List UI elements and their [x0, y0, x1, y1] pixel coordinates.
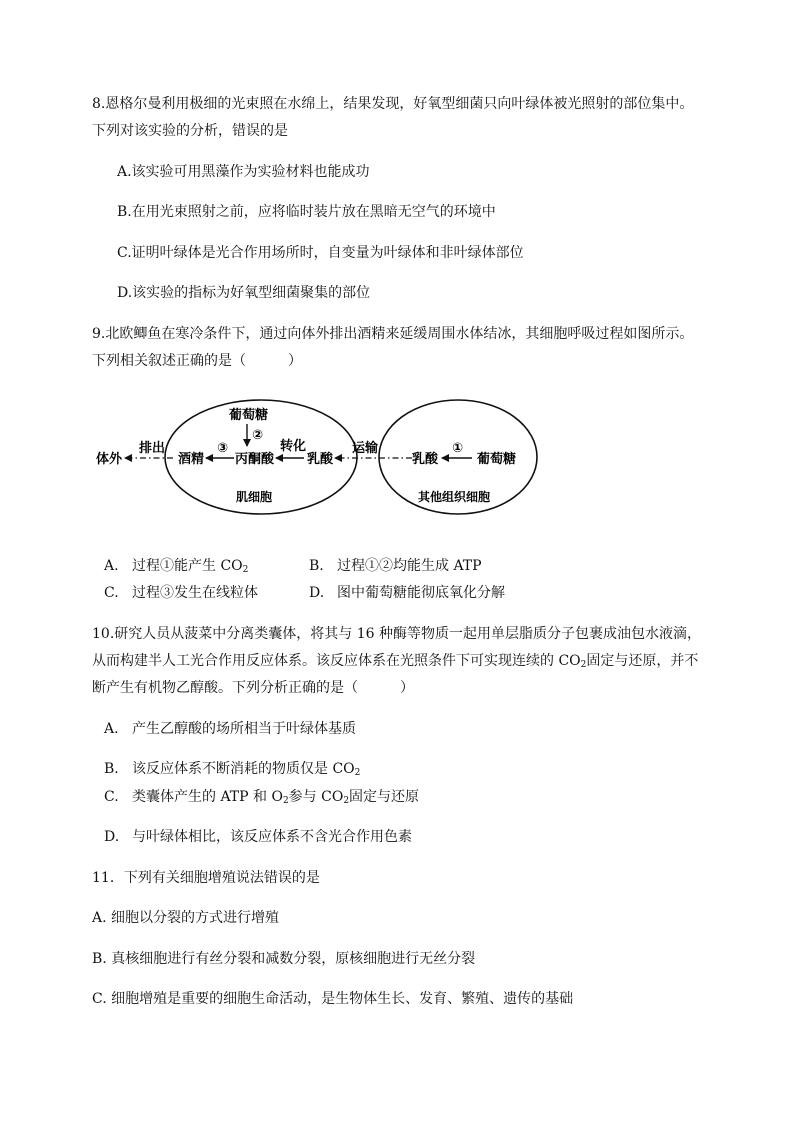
- q10-option-c-text-pre: 类囊体产生的 ATP 和 O: [132, 789, 283, 805]
- q9-option-d-text: 图中葡萄糖能彻底氧化分解: [337, 585, 505, 601]
- lactate-label: 乳酸: [307, 452, 334, 467]
- q10-stem-line1: 10.研究人员从菠菜中分离类囊体，将其与 16 种酶等物质一起用单层脂质分子包裹成油包水液滴，: [92, 626, 701, 642]
- q10-option-d-label: D.: [104, 829, 120, 845]
- other-cell-label: 其他组织细胞: [418, 490, 491, 504]
- q8-option-d: D.该实验的指标为好氧型细菌聚集的部位: [117, 285, 371, 301]
- q9-option-b: [309, 557, 482, 575]
- glucose2-label: 葡萄糖: [477, 452, 517, 467]
- q9-option-d-label: D.: [309, 585, 325, 601]
- q8-option-b: B.在用光束照射之前，应将临时装片放在黑暗无空气的环境中: [117, 204, 496, 220]
- q10-stem-line3: 断产生有机物乙醇酸。下列分析正确的是（ ）: [92, 680, 414, 696]
- q10-option-d: [104, 828, 412, 846]
- q8-stem-line1: 8.恩格尔曼利用极细的光束照在水绵上，结果发现，好氧型细菌只向叶绿体被光照射的部位集中。: [92, 96, 694, 112]
- q10-option-b: [104, 760, 360, 782]
- excrete-label: 排出: [139, 441, 166, 456]
- q10-option-b-label: B.: [104, 761, 119, 777]
- q9-option-a: [104, 557, 248, 579]
- q10-option-b-sub: 2: [354, 768, 361, 778]
- q10-option-c-text-post: 固定与还原: [349, 789, 420, 805]
- q10-option-c-sub2: 2: [343, 796, 350, 806]
- q8-stem-line2: 下列对该实验的分析，错误的是: [92, 123, 288, 139]
- q9-option-a-text: 过程①能产生 CO: [132, 558, 243, 574]
- q10-option-c-label: C.: [104, 789, 119, 805]
- cell-respiration-diagram: [0, 390, 794, 530]
- convert-label: 转化: [280, 439, 307, 454]
- q9-option-d: [309, 584, 505, 602]
- q10-stem-line2: [92, 652, 698, 674]
- q9-option-b-text: 过程①②均能生成 ATP: [337, 558, 482, 574]
- q9-option-a-sub: 2: [242, 565, 249, 575]
- glucose-label: 葡萄糖: [229, 408, 269, 423]
- q9-option-c-label: C.: [104, 585, 119, 601]
- step3-label: ③: [217, 441, 229, 456]
- q10-option-c-text-mid: 参与 CO: [288, 789, 344, 805]
- step2-label: ②: [252, 428, 264, 443]
- muscle-cell-label: 肌细胞: [236, 490, 273, 504]
- q9-option-c: [104, 584, 258, 602]
- q11-option-c: C. 细胞增殖是重要的细胞生命活动，是生物体生长、发育、繁殖、遗传的基础: [92, 991, 574, 1007]
- q10-option-c-sub1: 2: [282, 796, 289, 806]
- q10-stem-line2-pre: 从而构建半人工光合作用反应体系。该反应体系在光照条件下可实现连续的 CO: [92, 653, 581, 669]
- q9-option-b-label: B.: [309, 558, 324, 574]
- q8-option-a: A.该实验可用黑藻作为实验材料也能成功: [117, 164, 370, 180]
- q8-option-c: C.证明叶绿体是光合作用场所时，自变量为叶绿体和非叶绿体部位: [117, 245, 524, 261]
- q11-option-a: A. 细胞以分裂的方式进行增殖: [92, 910, 280, 926]
- q10-stem-line2-sub: 2: [580, 660, 587, 670]
- q10-option-a: [104, 720, 356, 738]
- transport-label: 运输: [352, 441, 379, 456]
- pyruvate-label: 丙酮酸: [235, 452, 275, 467]
- q10-option-c: [104, 788, 419, 810]
- q10-option-b-text: 该反应体系不断消耗的物质仅是 CO: [132, 761, 355, 777]
- alcohol-label: 酒精: [178, 452, 205, 467]
- q11-option-b: B. 真核细胞进行有丝分裂和减数分裂，原核细胞进行无丝分裂: [92, 951, 476, 967]
- q9-stem-line1: 9.北欧鲫鱼在寒冷条件下，通过向体外排出酒精来延缓周围水体结冰，其细胞呼吸过程如图所示。: [92, 326, 694, 342]
- q11-stem: 11．下列有关细胞增殖说法错误的是: [92, 870, 320, 886]
- step1-label: ①: [452, 441, 464, 456]
- lactate2-label: 乳酸: [412, 452, 439, 467]
- q9-option-c-text: 过程③发生在线粒体: [132, 585, 258, 601]
- q10-option-a-text: 产生乙醇酸的场所相当于叶绿体基质: [132, 721, 356, 737]
- q10-option-a-label: A.: [104, 721, 119, 737]
- q10-option-d-text: 与叶绿体相比，该反应体系不含光合作用色素: [132, 829, 412, 845]
- q9-stem-line2: 下列相关叙述正确的是（ ）: [92, 353, 302, 369]
- q10-stem-line2-post: 固定与还原，并不: [586, 653, 699, 669]
- q9-option-a-label: A.: [104, 558, 119, 574]
- outside-label: 体外: [96, 452, 123, 467]
